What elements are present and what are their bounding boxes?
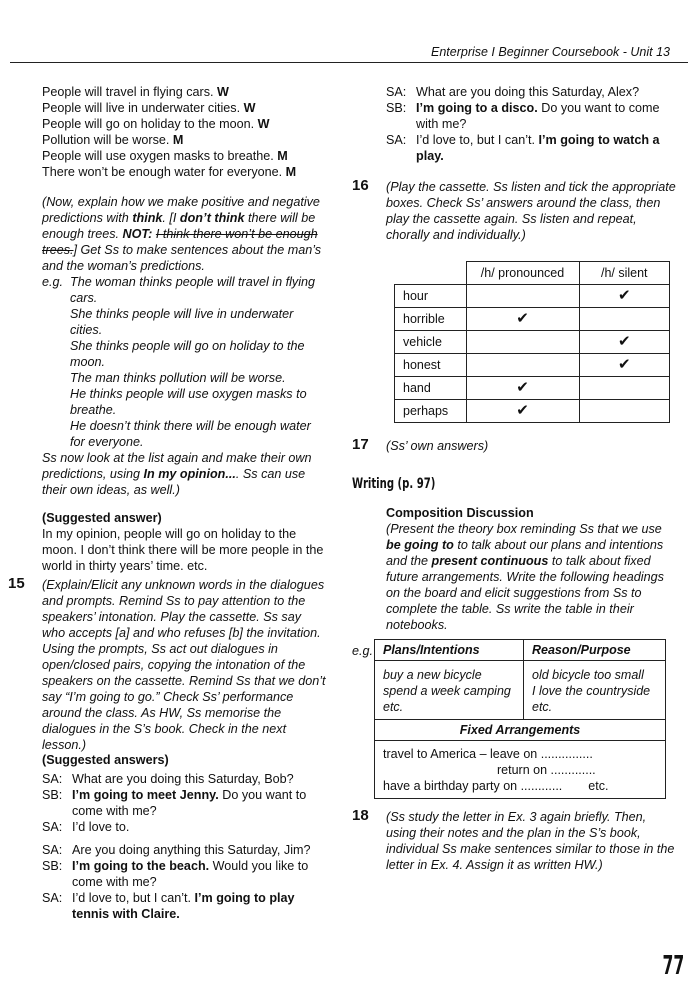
- exercise-number: 16: [352, 177, 369, 194]
- teacher-note-2: Ss now look at the list again and make their own predictions, using In my opinion.... Ss can use their own ideas, as well.): [42, 451, 312, 497]
- suggested-answer-heading: (Suggested answer): [42, 511, 162, 525]
- tick-cell[interactable]: ✔: [579, 331, 670, 354]
- dialogue-line: SA: Are you doing anything this Saturday, Jim?: [42, 843, 311, 857]
- dialogue-line: SA: What are you doing this Saturday, Alex?: [386, 85, 640, 99]
- table-row: hour ✔: [395, 285, 670, 308]
- tick-cell[interactable]: ✔: [466, 308, 579, 331]
- example-sentence: She thinks people will live in underwater cities.: [70, 307, 294, 337]
- dialogue-line: SA: What are you doing this Saturday, Bob?: [42, 772, 294, 786]
- tick-cell[interactable]: ✔: [579, 285, 670, 308]
- plans-table: [374, 639, 666, 799]
- suggested-answers-heading: (Suggested answers): [42, 753, 169, 767]
- tick-cell[interactable]: ✔: [466, 400, 579, 423]
- exercise-17-instructions: (Ss’ own answers): [386, 439, 489, 453]
- column-header: Fixed Arrangements: [375, 720, 666, 741]
- running-header: Enterprise I Beginner Coursebook - Unit 13: [430, 45, 670, 59]
- suggested-answer: In my opinion, people will go on holiday to the moon. I don’t think there will be more people in the world in thirty years’ time. etc.: [42, 527, 324, 573]
- prediction-item: People will travel in flying cars. W: [42, 85, 229, 99]
- h-pronunciation-table: [394, 261, 670, 423]
- table-row: perhaps ✔: [395, 400, 670, 423]
- column-header: /h/ silent: [579, 262, 670, 285]
- exercise-number: 18: [352, 807, 369, 824]
- dialogue-1: [42, 771, 328, 835]
- example-sentence: He doesn’t think there will be enough water for everyone.: [70, 419, 311, 449]
- exercise-number: 15: [8, 575, 25, 592]
- prediction-item: People will live in underwater cities. W: [42, 101, 256, 115]
- column-header: Plans/Intentions: [375, 640, 524, 661]
- dialogue-line: SB: I’m going to the beach. Would you like to come with me?: [42, 859, 309, 889]
- dialogue-line: SA: I’d love to, but I can’t. I’m going to play tennis with Claire.: [42, 891, 295, 921]
- dialogue-2: [42, 842, 328, 922]
- exercise-16-instructions: (Play the cassette. Ss listen and tick the appropriate boxes. Check Ss’ answers around the class, then play the cassette again. Ss listen and repeat, chorally and individually.): [386, 180, 676, 242]
- prediction-item: People will go on holiday to the moon. W: [42, 117, 270, 131]
- column-header: /h/ pronounced: [466, 262, 579, 285]
- example-sentence: The woman thinks people will travel in flying cars.: [70, 275, 315, 305]
- prediction-item: Pollution will be worse. M: [42, 133, 184, 147]
- dialogue-line: SB: I’m going to meet Jenny. Do you want to come with me?: [42, 788, 307, 818]
- exercise-18-instructions: (Ss study the letter in Ex. 3 again briefly. Then, using their notes and the plan in the S’s book, individual Ss make sentences similar to those in the letter in Ex. 4. Assign it as written HW.): [386, 810, 675, 872]
- dialogue-line: SB: I’m going to a disco. Do you want to come with me?: [386, 101, 660, 131]
- exercise-15-instructions: (Explain/Elicit any unknown words in the dialogues and prompts. Remind Ss to pay attention to the speakers’ intonation. Play the cassette. Ss say who accepts [a] and who refuses [b] the invitation. Using the prompts, Ss act out dialogues in open/closed pairs, copying the intonation of the speakers on the cassette. Remind Ss that we don’t say “I’m going to go.” Check Ss’ performance around the class. As HW, Ss memorise the dialogues in the S’s book. Check in the next lesson.): [42, 578, 326, 752]
- tick-cell[interactable]: [579, 377, 670, 400]
- tick-cell[interactable]: ✔: [579, 354, 670, 377]
- example-block: e.g. The woman thinks people will travel in flying cars. She thinks people will live in underwater cities. She thinks people will go on holiday to the moon. The man thinks pollution will be worse. He thinks people will use oxygen masks to breathe. He doesn’t think there will be enough water for everyone.: [42, 274, 326, 450]
- table-row: buy a new bicycle spend a week camping etc. old bicycle too small I love the countryside etc.: [375, 661, 666, 720]
- dialogue-line: SA: I’d love to, but I can’t. I’m going to watch a play.: [386, 133, 660, 163]
- section-heading: Writing (p. 97): [352, 476, 436, 492]
- table-row: travel to America – leave on ............... return on ............. have a birthday party on ............ etc.: [375, 741, 666, 799]
- table-row: hand ✔: [395, 377, 670, 400]
- table-row: honest ✔: [395, 354, 670, 377]
- teacher-note: (Now, explain how we make positive and negative predictions with think. [I don’t think there will be enough trees. NOT: I think there won’t be enough trees.] Get Ss to make sentences about the man’s and the woman’s predictions.: [42, 195, 322, 273]
- tick-cell[interactable]: [466, 331, 579, 354]
- tick-cell[interactable]: [466, 285, 579, 308]
- table-row: [375, 720, 666, 741]
- prediction-item: People will use oxygen masks to breathe. M: [42, 149, 288, 163]
- dialogue-line: SA: I’d love to.: [42, 820, 130, 834]
- table-row: horrible ✔: [395, 308, 670, 331]
- composition-block: [386, 505, 676, 633]
- header-rule: [10, 62, 688, 63]
- composition-instructions: (Present the theory box reminding Ss that we use be going to to talk about our plans and intentions and the present continuous to talk about fixed future arrangements. Write the following headings on the board and elicit suggestions from Ss to complete the table. Ss write the table in their notebooks.: [386, 522, 664, 632]
- tick-cell[interactable]: [579, 308, 670, 331]
- tick-cell[interactable]: [466, 354, 579, 377]
- tick-cell[interactable]: ✔: [466, 377, 579, 400]
- eg-label: e.g.: [352, 644, 374, 658]
- example-sentence: He thinks people will use oxygen masks to breathe.: [70, 387, 307, 417]
- left-column: [42, 84, 326, 574]
- tick-cell[interactable]: [579, 400, 670, 423]
- example-sentence: The man thinks pollution will be worse.: [70, 371, 286, 385]
- exercise-number: 17: [352, 436, 369, 453]
- table-header-row: [375, 640, 666, 661]
- table-header-row: [395, 262, 670, 285]
- composition-title: Composition Discussion: [386, 506, 534, 520]
- dialogue-3: [386, 84, 678, 164]
- table-row: vehicle ✔: [395, 331, 670, 354]
- column-header: Reason/Purpose: [524, 640, 666, 661]
- prediction-item: There won’t be enough water for everyone. M: [42, 165, 297, 179]
- prediction-list: [42, 84, 326, 180]
- page-number: 77: [662, 951, 684, 981]
- example-sentence: She thinks people will go on holiday to the moon.: [70, 339, 305, 369]
